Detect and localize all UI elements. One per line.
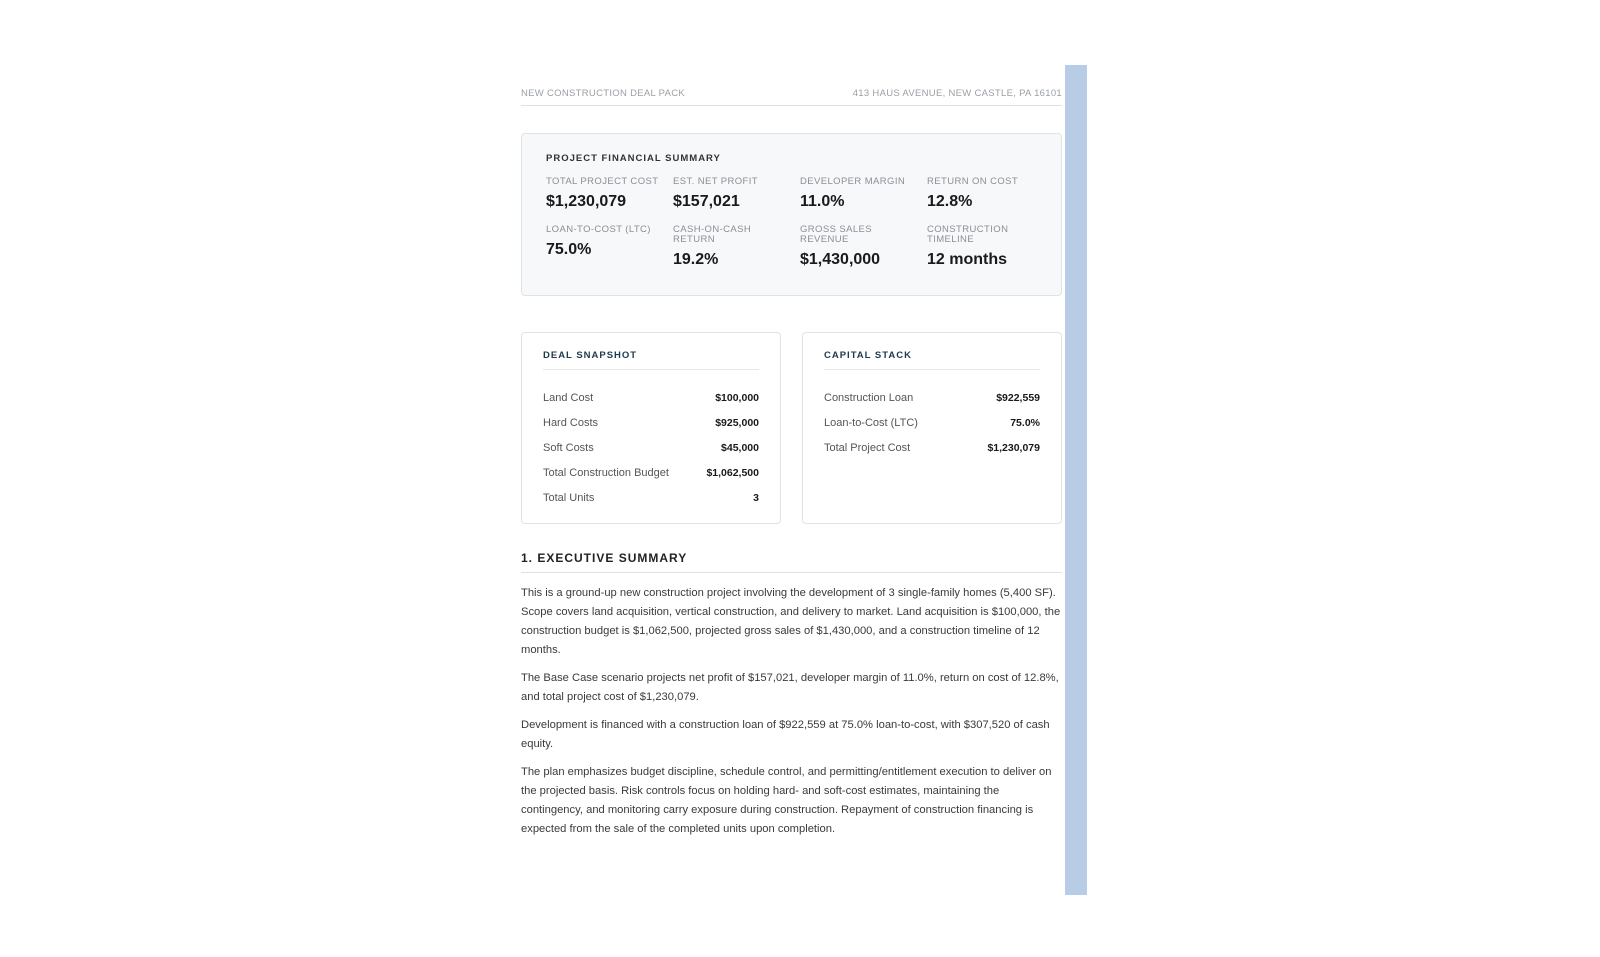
capital-stack-box xyxy=(802,332,1062,524)
executive-summary-paragraph: This is a ground-up new construction project involving the development of 3 single-family homes (5,400 SF). Scope covers land acquisition, vertical construction, and delivery to market. Land acquisition is $100,000, the construction budget is $1,062,500, projected gross sales of $1,430,000, and a construction timeline of 12 months. xyxy=(521,587,1061,656)
metric-developer-margin xyxy=(800,177,927,211)
row-label: Construction Loan xyxy=(824,391,914,404)
metric-value: 19.2% xyxy=(673,251,719,268)
metric-est-net-profit xyxy=(673,177,800,211)
metric-label: LOAN-TO-COST (LTC) xyxy=(546,224,651,235)
row-value: $45,000 xyxy=(721,441,759,454)
document-content xyxy=(521,80,1062,839)
executive-summary-heading: 1. EXECUTIVE SUMMARY xyxy=(521,551,1062,573)
snapshot-row-soft-costs xyxy=(543,435,759,460)
row-label: Soft Costs xyxy=(543,441,594,454)
snapshot-row-total-construction-budget xyxy=(543,460,759,485)
header-doc-type: NEW CONSTRUCTION DEAL PACK xyxy=(521,88,686,99)
row-value: 75.0% xyxy=(1010,416,1040,429)
header-address: 413 HAUS AVENUE, NEW CASTLE, PA 16101 xyxy=(852,88,1062,99)
metric-label: EST. NET PROFIT xyxy=(673,176,759,187)
metric-value: $157,021 xyxy=(673,193,740,210)
row-label: Total Construction Budget xyxy=(543,466,669,479)
page-side-accent-bar xyxy=(1065,65,1087,895)
metric-label: TOTAL PROJECT COST xyxy=(546,176,659,187)
capital-stack-rows xyxy=(824,385,1040,460)
metrics-grid xyxy=(546,177,1037,269)
row-label: Land Cost xyxy=(543,391,594,404)
row-value: $925,000 xyxy=(715,416,759,429)
deal-snapshot-box xyxy=(521,332,781,524)
capital-row-loan-to-cost xyxy=(824,410,1040,435)
metric-value: 12.8% xyxy=(927,193,973,210)
executive-summary-paragraph: Development is financed with a construction loan of $922,559 at 75.0% loan-to-cost, with $307,520 of cash equity. xyxy=(521,719,1050,750)
snapshot-row-land-cost xyxy=(543,385,759,410)
row-label: Loan-to-Cost (LTC) xyxy=(824,416,918,429)
document-header xyxy=(521,80,1062,106)
metric-return-on-cost xyxy=(927,177,1054,211)
row-label: Total Project Cost xyxy=(824,441,911,454)
metric-total-project-cost xyxy=(546,177,673,211)
metric-value: $1,430,000 xyxy=(800,251,881,268)
metric-label: RETURN ON COST xyxy=(927,176,1019,187)
metric-cash-on-cash-return xyxy=(673,225,800,269)
metric-label: GROSS SALES REVENUE xyxy=(800,224,872,245)
executive-summary-paragraph: The Base Case scenario projects net profit of $157,021, developer margin of 11.0%, return on cost of 12.8%, and total project cost of $1,230,079. xyxy=(521,672,1059,703)
metric-gross-sales-revenue xyxy=(800,225,927,269)
capital-row-total-project-cost xyxy=(824,435,1040,460)
row-value: $1,062,500 xyxy=(706,466,759,479)
metric-construction-timeline xyxy=(927,225,1054,269)
metric-value: $1,230,079 xyxy=(546,193,627,210)
financial-summary-title: PROJECT FINANCIAL SUMMARY xyxy=(546,153,721,164)
deal-snapshot-rows xyxy=(543,385,759,510)
snapshot-row-hard-costs xyxy=(543,410,759,435)
row-value: $922,559 xyxy=(996,391,1040,404)
snapshot-row-total-units xyxy=(543,485,759,510)
metric-value: 12 months xyxy=(927,251,1008,268)
row-value: $100,000 xyxy=(715,391,759,404)
capital-row-construction-loan xyxy=(824,385,1040,410)
metric-loan-to-cost xyxy=(546,225,673,269)
deal-snapshot-title: DEAL SNAPSHOT xyxy=(543,350,759,370)
metric-label: CASH-ON-CASH RETURN xyxy=(673,224,752,245)
metric-value: 11.0% xyxy=(800,193,845,210)
row-value: 3 xyxy=(753,491,759,504)
row-value: $1,230,079 xyxy=(987,441,1040,454)
row-label: Hard Costs xyxy=(543,416,599,429)
snapshot-and-capital-row xyxy=(521,332,1062,524)
financial-summary-card xyxy=(521,133,1062,296)
row-label: Total Units xyxy=(543,491,595,504)
metric-label: DEVELOPER MARGIN xyxy=(800,176,906,187)
capital-stack-title: CAPITAL STACK xyxy=(824,350,1040,370)
metric-label: CONSTRUCTION TIMELINE xyxy=(927,224,1009,245)
executive-summary-paragraph: The plan emphasizes budget discipline, schedule control, and permitting/entitlement execution to deliver on the projected basis. Risk controls focus on holding hard- and soft-cost estimates, maintaining the contingency, and monitoring carry exposure during construction. Repayment of construction financing is expected from the sale of the completed units upon completion. xyxy=(521,766,1052,835)
metric-value: 75.0% xyxy=(546,241,592,258)
